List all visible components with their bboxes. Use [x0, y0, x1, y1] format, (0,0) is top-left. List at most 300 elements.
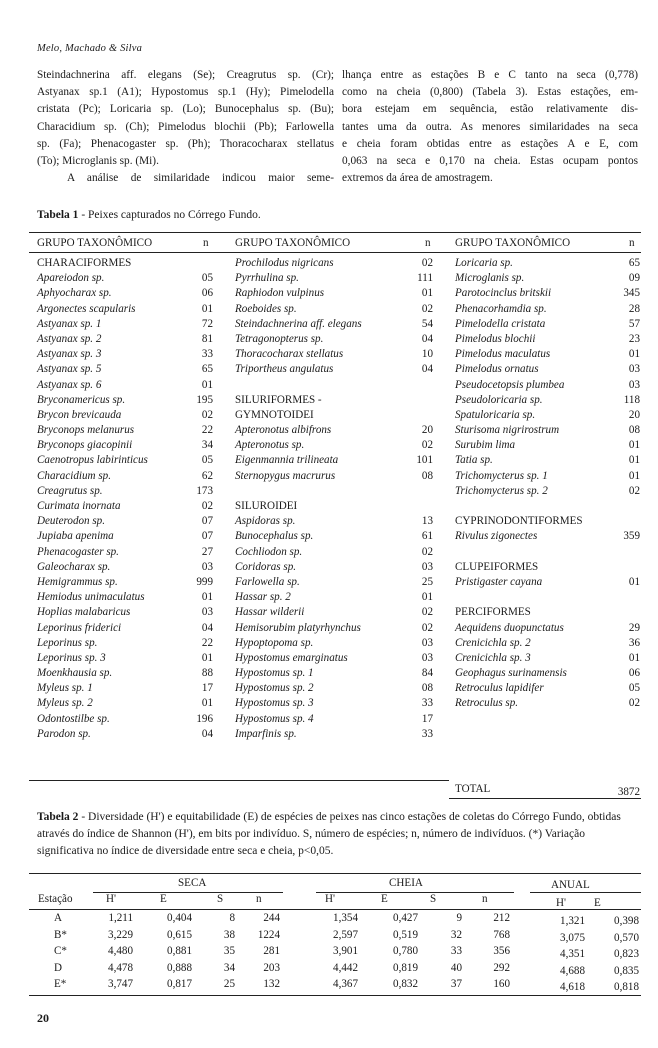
- taxon-name: Pimelodus blochii: [455, 332, 536, 345]
- table2-cell: 4,688: [560, 964, 585, 977]
- text-line: bora estejam em sequência, estão relativamente dis-: [342, 103, 638, 116]
- taxon-name: Farlowella sp.: [235, 575, 300, 588]
- taxon-name: Apareiodon sp.: [37, 272, 105, 285]
- text-line: extremos da área de amostragem.: [342, 172, 493, 185]
- taxon-name: Raphiodon vulpinus: [235, 287, 325, 300]
- taxon-count: 10: [421, 348, 433, 361]
- table2-cell: 35: [223, 945, 235, 957]
- taxon-name: Caenotropus labirinticus: [37, 454, 148, 467]
- taxon-count: 08: [628, 424, 640, 437]
- taxon-count: 61: [421, 530, 433, 543]
- text-line: A análise de similaridade indicou maior seme-: [67, 172, 334, 185]
- table2-cell: 9: [456, 912, 462, 924]
- taxon-count: 196: [196, 712, 213, 725]
- table1-header-group-3: GRUPO TAXONÔMICO: [455, 237, 571, 249]
- table2-cell: 33: [450, 945, 462, 957]
- taxon-name: Hypostomus sp. 3: [235, 697, 314, 710]
- taxon-name: Crenicichla sp. 2: [455, 636, 531, 649]
- table2-cell: 0,780: [393, 945, 418, 957]
- table2-column-header: H': [556, 897, 567, 909]
- table1-column-2-counts: [383, 256, 433, 742]
- taxon-count: 72: [201, 317, 213, 330]
- table2-cell: 1,354: [333, 912, 358, 924]
- taxon-count: 03: [421, 560, 433, 573]
- taxon-count: [383, 408, 433, 423]
- table1-caption: [37, 209, 261, 221]
- taxon-count: 04: [201, 621, 213, 634]
- taxon-count: 36: [628, 636, 640, 649]
- taxon-name: Pimelodella cristata: [455, 317, 546, 330]
- taxon-count: 17: [201, 682, 213, 695]
- taxon-count: 29: [628, 621, 640, 634]
- taxon-name: Parotocinclus britskii: [455, 287, 552, 300]
- taxon-count: 62: [201, 469, 213, 482]
- table1-header-group-2: GRUPO TAXONÔMICO: [235, 237, 351, 249]
- table2-cell: 8: [229, 912, 235, 924]
- table2-cell: 212: [493, 912, 510, 924]
- taxon-count: 33: [421, 697, 433, 710]
- text-line: como na cheia (0,800) (Tabela 3). Estas estações, em-: [342, 86, 638, 99]
- taxon-group-heading: SILURIFORMES -: [235, 393, 322, 406]
- taxon-count: 03: [421, 636, 433, 649]
- taxon-count: 07: [201, 530, 213, 543]
- table2-cell: 356: [493, 945, 510, 957]
- taxon-group-heading: PERCIFORMES: [455, 606, 531, 619]
- taxon-count: 01: [201, 302, 213, 315]
- taxon-name: Trichomycterus sp. 1: [455, 469, 548, 482]
- table2-group-seca: SECA: [178, 877, 207, 889]
- taxon-count: 65: [628, 257, 640, 269]
- taxon-name: Hypoptopoma sp.: [235, 636, 314, 649]
- taxon-count: 101: [416, 454, 433, 467]
- table2-seca-rule: [93, 892, 283, 893]
- table2-cell: 0,398: [614, 915, 639, 927]
- table1-header-group-1: GRUPO TAXONÔMICO: [37, 237, 153, 249]
- table1-header-n-2: n: [425, 237, 431, 249]
- taxon-count: [383, 484, 433, 499]
- taxon-name: Aequidens duopunctatus: [455, 621, 564, 634]
- taxon-count: 06: [201, 287, 213, 300]
- taxon-name: Trichomycterus sp. 2: [455, 484, 548, 497]
- taxon-name: Sternopygus macrurus: [235, 469, 336, 482]
- taxon-name: [235, 484, 362, 499]
- taxon-name: Surubim lima: [455, 439, 516, 452]
- table2-cell: 0,818: [614, 981, 639, 993]
- taxon-name: Jupiaba apenima: [37, 530, 114, 543]
- table2-column-header: H': [325, 893, 336, 905]
- taxon-name: Brycon brevicauda: [37, 408, 122, 421]
- table1-header-n-3: n: [629, 237, 635, 249]
- table2-column-header: S: [430, 893, 437, 905]
- taxon-count: 03: [421, 651, 433, 664]
- text-line: e cheia foram obtidas entre as estações A e E, com: [342, 137, 638, 150]
- taxon-count: 03: [628, 363, 640, 376]
- table2-cell: 132: [263, 978, 280, 990]
- taxon-count: 01: [628, 454, 640, 467]
- table2-cell: 0,819: [393, 961, 418, 974]
- table2-cell: 25: [223, 978, 235, 990]
- taxon-name: Hemigrammus sp.: [37, 575, 118, 588]
- taxon-name: Eigenmannia trilineata: [235, 454, 339, 467]
- taxon-count: 20: [628, 408, 640, 421]
- table1-column-2: [235, 256, 362, 742]
- table2-station: D: [54, 961, 63, 974]
- table1-caption-text: - Peixes capturados no Córrego Fundo.: [78, 209, 261, 221]
- taxon-name: Hypostomus sp. 1: [235, 667, 314, 680]
- table2-cell: 0,888: [167, 961, 192, 974]
- taxon-count: 13: [421, 515, 433, 528]
- table2-cell: 3,229: [108, 928, 133, 941]
- taxon-name: Spatuloricaria sp.: [455, 408, 536, 421]
- taxon-count: [590, 514, 640, 529]
- table2-cell: 4,367: [333, 978, 358, 990]
- table1-label: Tabela 1: [37, 209, 79, 221]
- taxon-count: 23: [628, 332, 640, 345]
- taxon-name: Tatia sp.: [455, 454, 493, 467]
- taxon-count: 01: [628, 348, 640, 361]
- taxon-name: Myleus sp. 2: [37, 697, 93, 710]
- taxon-count: 27: [201, 545, 213, 558]
- taxon-name: Rivulus zigonectes: [455, 530, 538, 543]
- table2-cell: 34: [223, 961, 235, 974]
- taxon-name: [455, 590, 583, 605]
- text-line: Astyanax sp.1 (A1); Hypostomus sp.1 (Hy); Pimelodella: [37, 86, 334, 99]
- taxon-count: 06: [628, 667, 640, 680]
- taxon-count: 34: [201, 439, 213, 452]
- taxon-count: 01: [628, 575, 640, 588]
- table2-cell: 4,480: [108, 945, 133, 957]
- taxon-count: 05: [628, 682, 640, 695]
- taxon-name: Retroculus sp.: [455, 697, 519, 710]
- table2-caption-text: - Diversidade (H') e equitabilidade (E) de espécies de peixes nas cinco estações de coletas do Córrego Fundo, obtidas através do índice de Shannon (H'), em bits por indivíduo. S, número de espécies; n, número de indivíduos. (*) Variação significativa no índice de diversidade entre seca e cheia, p<0,05.: [37, 811, 621, 857]
- taxon-name: Hassar sp. 2: [235, 591, 291, 604]
- text-line: 0,063 na seca e 0,170 na cheia. Estas ocupam pontos: [342, 155, 638, 168]
- taxon-count: 08: [421, 469, 433, 482]
- table2-cell: 4,478: [108, 961, 133, 974]
- table2-cell: 0,427: [393, 912, 418, 924]
- table2-top-rule: [29, 873, 641, 874]
- taxon-name: Characidium sp.: [37, 469, 111, 482]
- table2-cell: 4,351: [560, 948, 585, 960]
- table2-station: E*: [54, 978, 67, 990]
- taxon-count: 01: [421, 591, 433, 604]
- taxon-group-heading: CHARACIFORMES: [37, 257, 132, 269]
- taxon-name: Bryconamericus sp.: [37, 393, 126, 406]
- taxon-name: Apteronotus sp.: [235, 439, 305, 452]
- table2-cell: 0,519: [393, 928, 418, 941]
- taxon-count: 02: [201, 500, 213, 512]
- taxon-count: 02: [421, 621, 433, 634]
- taxon-count: 07: [201, 515, 213, 528]
- table2-label: Tabela 2: [37, 811, 79, 823]
- taxon-count: 22: [201, 636, 213, 649]
- taxon-count: 33: [421, 727, 433, 740]
- taxon-name: [235, 378, 362, 393]
- table2-cell: 4,442: [333, 961, 358, 974]
- taxon-name: Tetragonopterus sp.: [235, 332, 324, 345]
- taxon-count: 81: [201, 332, 213, 345]
- table2-cell: 0,615: [167, 928, 192, 941]
- taxon-name: Hemiodus unimaculatus: [37, 591, 145, 604]
- taxon-count: 02: [421, 439, 433, 452]
- taxon-name: Hoplias malabaricus: [37, 606, 131, 619]
- table2-group-cheia: CHEIA: [389, 877, 423, 889]
- taxon-name: Pseudocetopsis plumbea: [455, 378, 565, 391]
- table2-cell: 0,570: [614, 931, 639, 944]
- table1-bottom-rule: [29, 780, 449, 781]
- taxon-count: 04: [201, 727, 213, 740]
- table2-column-header: S: [217, 893, 224, 905]
- table1-total-label: TOTAL: [455, 783, 491, 795]
- table2-caption: [37, 809, 637, 860]
- taxon-count: 999: [196, 575, 213, 588]
- taxon-count: 28: [628, 302, 640, 315]
- taxon-count: 02: [421, 257, 433, 269]
- table1-column-3: [455, 256, 583, 712]
- text-line: tantes uma da outra. As menores similaridades na seca: [342, 120, 638, 133]
- taxon-count: 02: [628, 697, 640, 710]
- body-text-right: [342, 67, 638, 187]
- table1-header-rule: [29, 252, 641, 253]
- table2-cell: 2,597: [333, 928, 358, 941]
- taxon-count: 01: [201, 697, 213, 710]
- taxon-count: 02: [421, 302, 433, 315]
- taxon-name: Phenacorhamdia sp.: [455, 302, 547, 315]
- table1-total-rule: [449, 798, 641, 799]
- taxon-name: Apteronotus albifrons: [235, 424, 332, 437]
- taxon-name: Hypostomus sp. 4: [235, 712, 314, 725]
- taxon-count: [590, 545, 640, 560]
- table2-cell: 1224: [257, 928, 280, 941]
- page-number: 20: [37, 1011, 49, 1025]
- table2-cell: 0,404: [167, 912, 192, 924]
- table2-cell: 4,618: [560, 981, 585, 993]
- table2-column-header: E: [381, 893, 388, 905]
- taxon-count: [590, 590, 640, 605]
- taxon-group-heading: GYMNOTOIDEI: [235, 408, 314, 421]
- table2-cell: 203: [263, 961, 280, 974]
- text-line: Steindachnerina aff. elegans (Se); Creagrutus sp. (Cr);: [37, 69, 334, 81]
- taxon-count: 02: [201, 408, 213, 421]
- table2-cell: 0,835: [614, 964, 639, 977]
- running-header: Melo, Machado & Silva: [37, 43, 143, 54]
- table2-cell: 768: [493, 928, 510, 941]
- taxon-name: Bryconops melanurus: [37, 424, 135, 437]
- table2-column-header: Estação: [38, 893, 73, 905]
- taxon-name: Pyrrhulina sp.: [235, 272, 299, 285]
- taxon-count: [590, 605, 640, 620]
- table1-column-1: [37, 256, 148, 742]
- body-text-left: [37, 67, 334, 187]
- taxon-name: Leporinus sp.: [37, 636, 98, 649]
- taxon-count: 03: [201, 606, 213, 619]
- table2-column-header: n: [256, 893, 262, 905]
- taxon-count: 05: [201, 272, 213, 285]
- taxon-group-heading: CYPRINODONTIFORMES: [455, 515, 583, 528]
- taxon-count: [160, 256, 213, 271]
- table2-cell: 0,823: [614, 948, 639, 960]
- taxon-count: [383, 393, 433, 408]
- taxon-name: Geophagus surinamensis: [455, 667, 567, 680]
- taxon-name: Astyanax sp. 2: [37, 332, 102, 345]
- taxon-count: 195: [196, 393, 213, 406]
- table2-station: A: [54, 912, 63, 924]
- table2-group-anual: ANUAL: [551, 879, 590, 891]
- table2-cell: 1,211: [108, 912, 133, 924]
- table2-cell: 160: [493, 978, 510, 990]
- taxon-count: 02: [421, 545, 433, 558]
- table2-cell: 0,881: [167, 945, 192, 957]
- table2-cell: 0,817: [167, 978, 192, 990]
- taxon-name: [455, 545, 583, 560]
- taxon-count: [383, 499, 433, 514]
- taxon-name: Hemisorubim platyrhynchus: [235, 621, 361, 634]
- taxon-name: Pseudoloricaria sp.: [455, 393, 543, 406]
- table2-cell: 40: [450, 961, 462, 974]
- taxon-name: Aphyocharax sp.: [37, 287, 112, 300]
- taxon-name: Roeboides sp.: [235, 302, 297, 315]
- table2-cell: 281: [263, 945, 280, 957]
- taxon-name: Astyanax sp. 5: [37, 363, 102, 376]
- table2-cell: 38: [223, 928, 235, 941]
- table2-cell: 0,832: [393, 978, 418, 990]
- text-line: lhança entre as estações B e C tanto na seca (0,778): [342, 69, 638, 81]
- taxon-group-heading: CLUPEIFORMES: [455, 560, 539, 573]
- taxon-name: Crenicichla sp. 3: [455, 651, 531, 664]
- taxon-count: 25: [421, 575, 433, 588]
- table2-cell: 32: [450, 928, 462, 941]
- taxon-name: Astyanax sp. 3: [37, 348, 102, 361]
- taxon-name: Retroculus lapidifer: [455, 682, 544, 695]
- taxon-name: Argonectes scapularis: [37, 302, 136, 315]
- table2-header-rule: [29, 909, 641, 910]
- taxon-name: Astyanax sp. 6: [37, 378, 102, 391]
- taxon-count: 05: [201, 454, 213, 467]
- table1-total-value: 3872: [617, 786, 640, 798]
- taxon-name: Odontostilbe sp.: [37, 712, 110, 725]
- taxon-name: Astyanax sp. 1: [37, 317, 102, 330]
- table2-cell: 37: [450, 978, 462, 990]
- table2-column-header: E: [594, 897, 601, 909]
- table2-cell: 292: [493, 961, 510, 974]
- table2-column-header: E: [160, 893, 167, 905]
- table2-cell: 3,901: [333, 945, 358, 957]
- taxon-name: Pimelodus maculatus: [455, 348, 551, 361]
- taxon-count: 173: [196, 484, 213, 497]
- taxon-name: Hypostomus sp. 2: [235, 682, 314, 695]
- taxon-count: 03: [628, 378, 640, 391]
- taxon-count: 02: [628, 484, 640, 497]
- taxon-count: 01: [201, 651, 213, 664]
- table1-top-rule: [29, 232, 641, 233]
- taxon-count: 03: [201, 560, 213, 573]
- table2-cell: 3,747: [108, 978, 133, 990]
- taxon-name: Steindachnerina aff. elegans: [235, 317, 362, 330]
- taxon-count: 01: [628, 469, 640, 482]
- taxon-name: Sturisoma nigrirostrum: [455, 424, 560, 437]
- taxon-name: Microglanis sp.: [455, 272, 525, 285]
- taxon-count: 345: [623, 287, 640, 300]
- taxon-count: 01: [421, 287, 433, 300]
- taxon-count: 33: [201, 348, 213, 361]
- table2-cell: 1,321: [560, 915, 585, 927]
- taxon-count: 01: [628, 651, 640, 664]
- taxon-name: Myleus sp. 1: [37, 682, 93, 695]
- taxon-name: Leporinus sp. 3: [37, 651, 106, 664]
- table2-anual-rule: [530, 892, 641, 893]
- taxon-count: 20: [421, 424, 433, 437]
- taxon-name: [455, 499, 583, 514]
- taxon-count: 54: [421, 317, 433, 330]
- taxon-count: 84: [421, 667, 433, 680]
- taxon-name: Creagrutus sp.: [37, 484, 103, 497]
- taxon-count: 57: [628, 317, 640, 330]
- taxon-count: 04: [421, 363, 433, 376]
- taxon-name: Aspidoras sp.: [235, 515, 296, 528]
- taxon-count: 22: [201, 424, 213, 437]
- taxon-count: [383, 378, 433, 393]
- text-line: Characidium sp. (Ch); Pimelodus blochii (Pb); Farlowella: [37, 120, 334, 133]
- text-line: cristata (Pc); Loricaria sp. (Lo); Bunocephalus sp. (Bu);: [37, 103, 334, 116]
- table2-column-header: H': [106, 893, 117, 905]
- table2-station: B*: [54, 928, 67, 941]
- taxon-count: [590, 560, 640, 575]
- table2-bottom-rule: [29, 995, 641, 996]
- taxon-name: Pristigaster cayana: [455, 575, 543, 588]
- taxon-count: 01: [201, 378, 213, 391]
- taxon-name: Curimata inornata: [37, 500, 121, 512]
- table1-column-3-counts: [590, 256, 640, 712]
- taxon-count: 04: [421, 332, 433, 345]
- taxon-count: 02: [421, 606, 433, 619]
- taxon-name: Parodon sp.: [37, 727, 91, 740]
- taxon-name: Galeocharax sp.: [37, 560, 111, 573]
- taxon-count: 111: [417, 272, 433, 285]
- taxon-count: [590, 499, 640, 514]
- taxon-name: Triportheus angulatus: [235, 363, 334, 376]
- table2-cell: 244: [263, 912, 280, 924]
- taxon-count: 08: [421, 682, 433, 695]
- table2-station: C*: [54, 945, 67, 957]
- table1-header-n-1: n: [203, 237, 209, 249]
- taxon-name: Cochliodon sp.: [235, 545, 303, 558]
- taxon-count: 359: [623, 530, 640, 543]
- taxon-count: 17: [421, 712, 433, 725]
- text-line: sp. (Fa); Phenacogaster sp. (Ph); Thoracocharax stellatus: [37, 137, 334, 150]
- taxon-count: 01: [628, 439, 640, 452]
- table1-column-1-counts: [160, 256, 213, 742]
- taxon-name: Thoracocharax stellatus: [235, 348, 344, 361]
- taxon-name: Deuterodon sp.: [37, 515, 105, 528]
- table2-column-header: n: [482, 893, 488, 905]
- taxon-name: Pimelodus ornatus: [455, 363, 539, 376]
- taxon-name: Loricaria sp.: [455, 257, 513, 269]
- taxon-name: Phenacogaster sp.: [37, 545, 119, 558]
- table2-cell: 3,075: [560, 931, 585, 944]
- taxon-count: 01: [201, 591, 213, 604]
- taxon-name: Coridoras sp.: [235, 560, 297, 573]
- taxon-name: Bunocephalus sp.: [235, 530, 314, 543]
- taxon-name: Leporinus friderici: [37, 621, 122, 634]
- taxon-name: Bryconops giacopinii: [37, 439, 133, 452]
- taxon-group-heading: SILUROIDEI: [235, 500, 298, 512]
- taxon-count: 118: [623, 393, 640, 406]
- taxon-name: Prochilodus nigricans: [235, 257, 334, 269]
- taxon-count: 65: [201, 363, 213, 376]
- taxon-name: Hassar wilderii: [235, 606, 305, 619]
- taxon-name: Hypostomus emarginatus: [235, 651, 348, 664]
- taxon-count: 09: [628, 272, 640, 285]
